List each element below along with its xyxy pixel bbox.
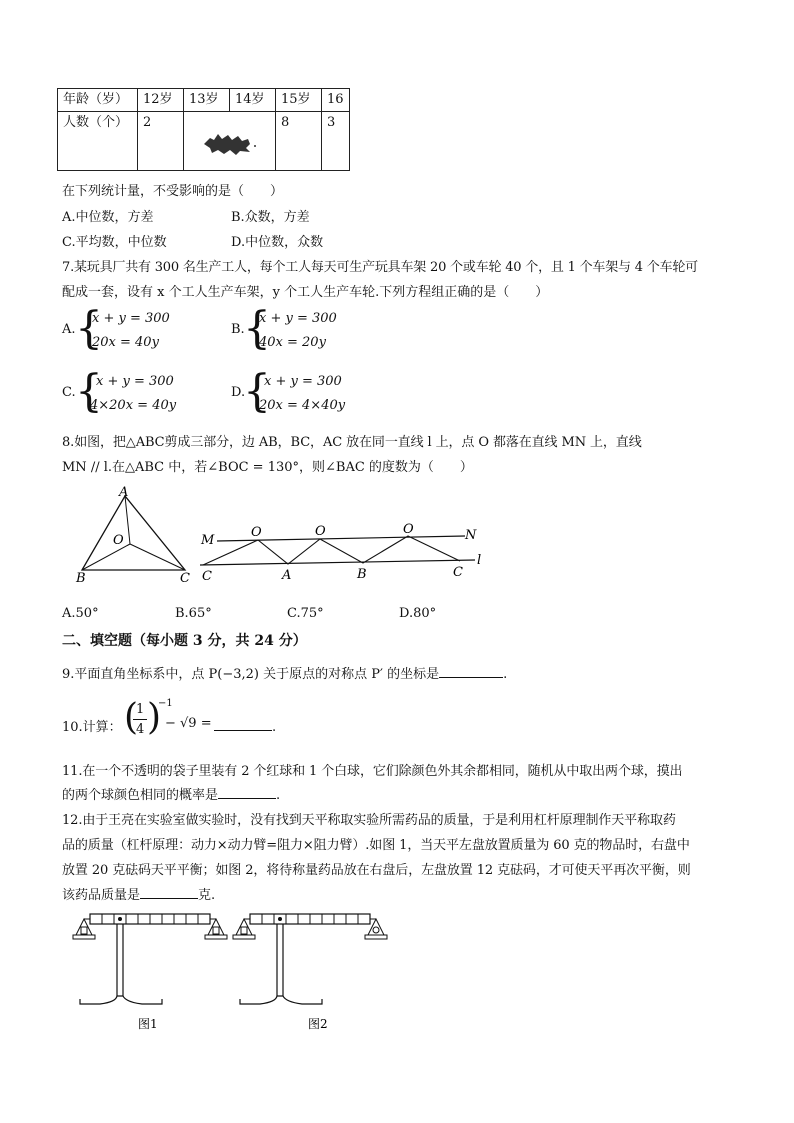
q11-line2: 的两个球颜色相同的概率是 [62, 788, 219, 803]
balance-figure-2 [233, 914, 387, 1004]
label-c: C [453, 565, 463, 580]
table-header-cell: 14岁 [230, 89, 276, 112]
answer-blank [214, 716, 272, 731]
table-header-cell: 13岁 [184, 89, 230, 112]
q7-option-d-eq1: x + y = 300 [264, 374, 342, 389]
q7-option-c-eq1: x + y = 300 [96, 374, 174, 389]
label-a: A [282, 568, 292, 583]
q8-line2: MN // l.在△ABC 中，若∠BOC = 130°，则∠BAC 的度数为（ ） [62, 460, 473, 475]
table-cell-blot [184, 112, 276, 171]
q11-line2-wrap [62, 784, 280, 803]
label-m: M [201, 533, 215, 548]
label-b: B [357, 567, 367, 582]
answer-blank [140, 884, 198, 899]
paren-close-icon: ) [147, 697, 162, 738]
q11-end: . [276, 788, 281, 803]
triangle-abc [82, 496, 185, 570]
figure-1-caption: 图1 [138, 1017, 158, 1031]
q7-line2: 配成一套，设有 x 个工人生产车架，y 个工人生产车轮.下列方程组正确的是（ ） [62, 285, 549, 300]
q7-option-d-label: D. [231, 385, 246, 400]
q8-option-b: B.65° [175, 606, 212, 621]
table-cell: 8 [276, 112, 322, 171]
fraction-bar [133, 719, 147, 720]
balance-figures [70, 910, 400, 1035]
segment-ao [125, 496, 130, 544]
q9-text: 9.平面直角坐标系中，点 P(−3,2) 关于原点的对称点 P′ 的坐标是 [62, 667, 440, 682]
q10-exp: −1 [158, 698, 173, 709]
label-a: A [119, 485, 129, 500]
q8-figure [70, 484, 490, 589]
segment-co [130, 544, 185, 570]
table-cell: 3 [322, 112, 350, 171]
q6-option-a: A.中位数，方差 [62, 210, 154, 225]
q12-unit: 克. [198, 888, 216, 903]
line-l [200, 560, 475, 565]
answer-blank [439, 663, 503, 678]
q10-prefix: 10.计算： [62, 720, 122, 735]
q8-line1: 8.如图，把△ABC剪成三部分，边 AB，BC，AC 放在同一直线 l 上，点 O 都落在直线 MN 上，直线 [62, 435, 642, 450]
table-header-cell: 年龄（岁） [58, 89, 138, 112]
ink-blot-icon [200, 128, 260, 158]
q7-option-d-eq2: 20x = 4×40y [259, 398, 346, 413]
q8-option-d: D.80° [399, 606, 437, 621]
brace-icon: { [243, 303, 271, 354]
q10-num: 1 [136, 702, 145, 717]
balance-figure-1 [73, 914, 227, 1004]
q6-option-b: B.众数，方差 [231, 210, 310, 225]
q12-line4: 该药品质量是 [62, 888, 141, 903]
brace-icon: { [75, 303, 103, 354]
label-c: C [180, 571, 190, 586]
q6-option-d: D.中位数，众数 [231, 235, 324, 250]
label-o: O [113, 533, 124, 548]
section-heading: 二、填空题（每小题 3 分，共 24 分） [62, 633, 307, 649]
label-n: N [465, 528, 477, 543]
table-cell: 人数（个） [58, 112, 138, 171]
table-header-cell: 16 [322, 89, 350, 112]
label-o: O [251, 525, 262, 540]
q7-option-b-label: B. [231, 322, 245, 337]
q10-answer [214, 716, 276, 735]
q12-line2: 品的质量（杠杆原理：动力×动力臂=阻力×阻力臂）.如图 1，当天平左盘放置质量为 60 克的物品时，右盘中 [62, 838, 690, 853]
answer-blank [218, 784, 276, 799]
q12-line1: 12.由于王亮在实验室做实验时，没有找到天平称取实验所需药品的质量，于是利用杠杆原理制作天平称取药 [62, 813, 676, 828]
table-header-cell: 12岁 [138, 89, 184, 112]
q7-option-a-label: A. [62, 322, 76, 337]
q10-end: . [272, 720, 277, 735]
q11-line1: 11.在一个不透明的袋子里装有 2 个红球和 1 个白球，它们除颜色外其余都相同，随机从中取出两个球，摸出 [62, 764, 683, 779]
q7-option-b-eq2: 40x = 20y [259, 335, 326, 350]
q7-option-c-label: C. [62, 385, 76, 400]
q10-rest: − √9 = [165, 716, 212, 731]
brace-icon: { [243, 366, 271, 417]
q7-option-a-eq1: x + y = 300 [92, 311, 170, 326]
q8-option-c: C.75° [287, 606, 324, 621]
q7-option-a-eq2: 20x = 40y [92, 335, 159, 350]
figure-2-caption: 图2 [308, 1017, 328, 1031]
q12-line3: 放置 20 克砝码天平平衡；如图 2，将待称量药品放在右盘后，左盘放置 12 克砝码，才可使天平再次平衡，则 [62, 863, 691, 878]
age-count-table [57, 88, 350, 171]
table-header-cell: 15岁 [276, 89, 322, 112]
brace-icon: { [75, 366, 103, 417]
q10-den: 4 [136, 722, 145, 737]
q9 [62, 663, 507, 682]
q6-option-c: C.平均数，中位数 [62, 235, 167, 250]
table-cell: 2 [138, 112, 184, 171]
label-o: O [315, 524, 326, 539]
q7-option-b-eq1: x + y = 300 [259, 311, 337, 326]
label-l: l [477, 553, 482, 568]
q12-line4-wrap [62, 884, 215, 903]
label-c: C [202, 569, 212, 584]
q7-option-c-eq2: 4×20x = 40y [90, 398, 177, 413]
q7-line1: 7.某玩具厂共有 300 名生产工人，每个工人每天可生产玩具车架 20 个或车轮 40 个，且 1 个车架与 4 个车轮可 [62, 260, 698, 275]
q8-option-a: A.50° [62, 606, 99, 621]
paren-open-icon: ( [124, 697, 139, 738]
q6-stem: 在下列统计量，不受影响的是（ ） [62, 184, 284, 199]
q9-end: . [503, 667, 508, 682]
label-b: B [76, 571, 86, 586]
label-o: O [403, 522, 414, 537]
